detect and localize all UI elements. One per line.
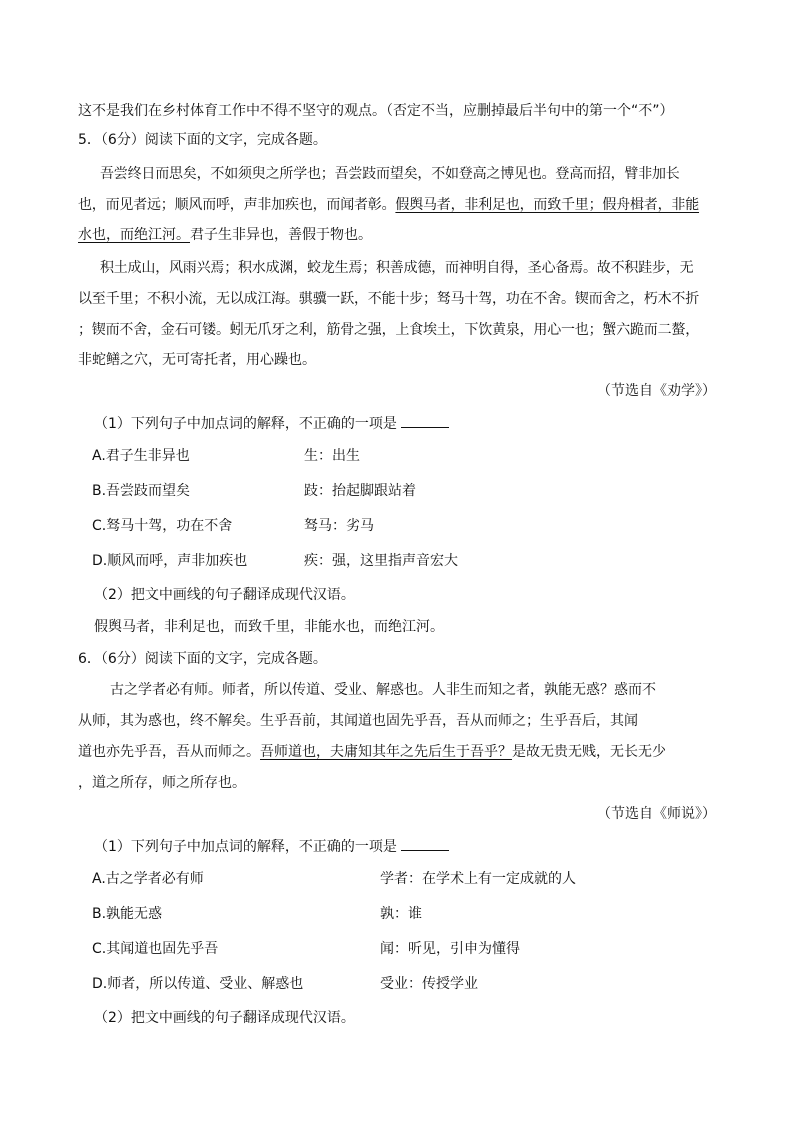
underlined-sentence: 吾师道也，夫庸知其年之先后生于吾乎？ [260,744,512,760]
q5-passage-line: 吾尝终日而思矣，不如须臾之所学也；吾尝跂而望矣，不如登高之博见也。登高而招，臂非加长 [100,166,680,182]
q5-passage-line: 也，而见者远；顺风而呼，声非加疾也，而闻者彰。假舆马者，非利足也，而致千里；假舟楫者，非能 [78,197,700,213]
q5-heading: 5．（6分）阅读下面的文字，完成各题。 [78,132,327,148]
q6-sub1: （1）下列句子中加点词的解释，不正确的一项是 [94,836,734,857]
q6-passage-line: 古之学者必有师。师者，所以传道、受业、解惑也。人非生而知之者，孰能无惑？惑而不 [110,682,656,698]
q6-passage-line: 从师，其为惑也，终不解矣。生乎吾前，其闻道也固先乎吾，吾从而师之；生乎吾后，其闻 [78,713,638,729]
underlined-sentence: 水也，而绝江河。 [78,227,190,243]
q5-option-d: D.顺风而呼，声非加疾也 [92,553,248,569]
q6-option-d: D.师者，所以传道、受业、解惑也 [92,976,304,992]
q6-option-a-explain: 学者：在学术上有一定成就的人 [380,871,576,887]
q6-option-c-explain: 闻：听见，引申为懂得 [380,941,520,957]
q5-option-b-explain: 跂：抬起脚跟站着 [304,483,416,499]
q5-passage-line: 非蛇鳝之穴，无可寄托者，用心躁也。 [78,352,316,368]
q5-option-a: A.君子生非异也 [92,448,190,464]
q5-source: （节选自《劝学》） [597,383,716,399]
q6-heading: 6．（6分）阅读下面的文字，完成各题。 [78,651,327,667]
q5-sub1: （1）下列句子中加点词的解释，不正确的一项是 [94,413,734,434]
q6-option-c: C.其闻道也固先乎吾 [92,941,219,957]
q5-option-d-explain: 疾：强，这里指声音宏大 [304,553,458,569]
q6-passage-line: ，道之所存，师之所存也。 [78,775,246,791]
q6-source: （节选自《师说》） [597,806,716,822]
q6-option-b: B.孰能无惑 [92,906,163,922]
q5-translate-sentence: 假舆马者，非利足也，而致千里，非能水也，而绝江河。 [94,619,444,635]
answer-blank[interactable] [401,836,449,851]
q6-option-b-explain: 孰：谁 [380,906,422,922]
q5-passage-line: 水也，而绝江河。君子生非异也，善假于物也。 [78,227,372,243]
q6-option-a: A.古之学者必有师 [92,871,204,887]
q5-passage-line: 积土成山，风雨兴焉；积水成渊，蛟龙生焉；积善成德，而神明自得，圣心备焉。故不积跬步，无 [100,260,694,276]
q6-passage-line: 道也亦先乎吾，吾从而师之。吾师道也，夫庸知其年之先后生于吾乎？是故无贵无贱，无长无少 [78,744,666,760]
q5-passage-line: ；锲而不舍，金石可镂。蚓无爪牙之利，筋骨之强，上食埃土，下饮黄泉，用心一也；蟹六跪而二螯， [78,322,699,338]
q5-option-b: B.吾尝跂而望矣 [92,483,191,499]
q5-passage-line: 以至千里；不积小流，无以成江海。骐骥一跃，不能十步；驽马十驾，功在不舍。锲而舍之，朽木不折 [78,291,699,307]
q5-option-c: C.驽马十驾，功在不舍 [92,518,233,534]
q6-option-d-explain: 受业：传授学业 [380,976,478,992]
underlined-sentence: 假舆马者，非利足也，而致千里；假舟楫者，非能 [395,197,700,213]
answer-blank[interactable] [401,413,449,428]
q5-sub2: （2）把文中画线的句子翻译成现代汉语。 [94,587,355,603]
q5-option-c-explain: 驽马：劣马 [304,518,374,534]
q5-option-a-explain: 生：出生 [304,448,360,464]
top-note: 这不是我们在乡村体育工作中不得不坚守的观点。（否定不当，应删掉最后半句中的第一个“不”） [78,103,674,119]
q6-sub2: （2）把文中画线的句子翻译成现代汉语。 [94,1010,355,1026]
